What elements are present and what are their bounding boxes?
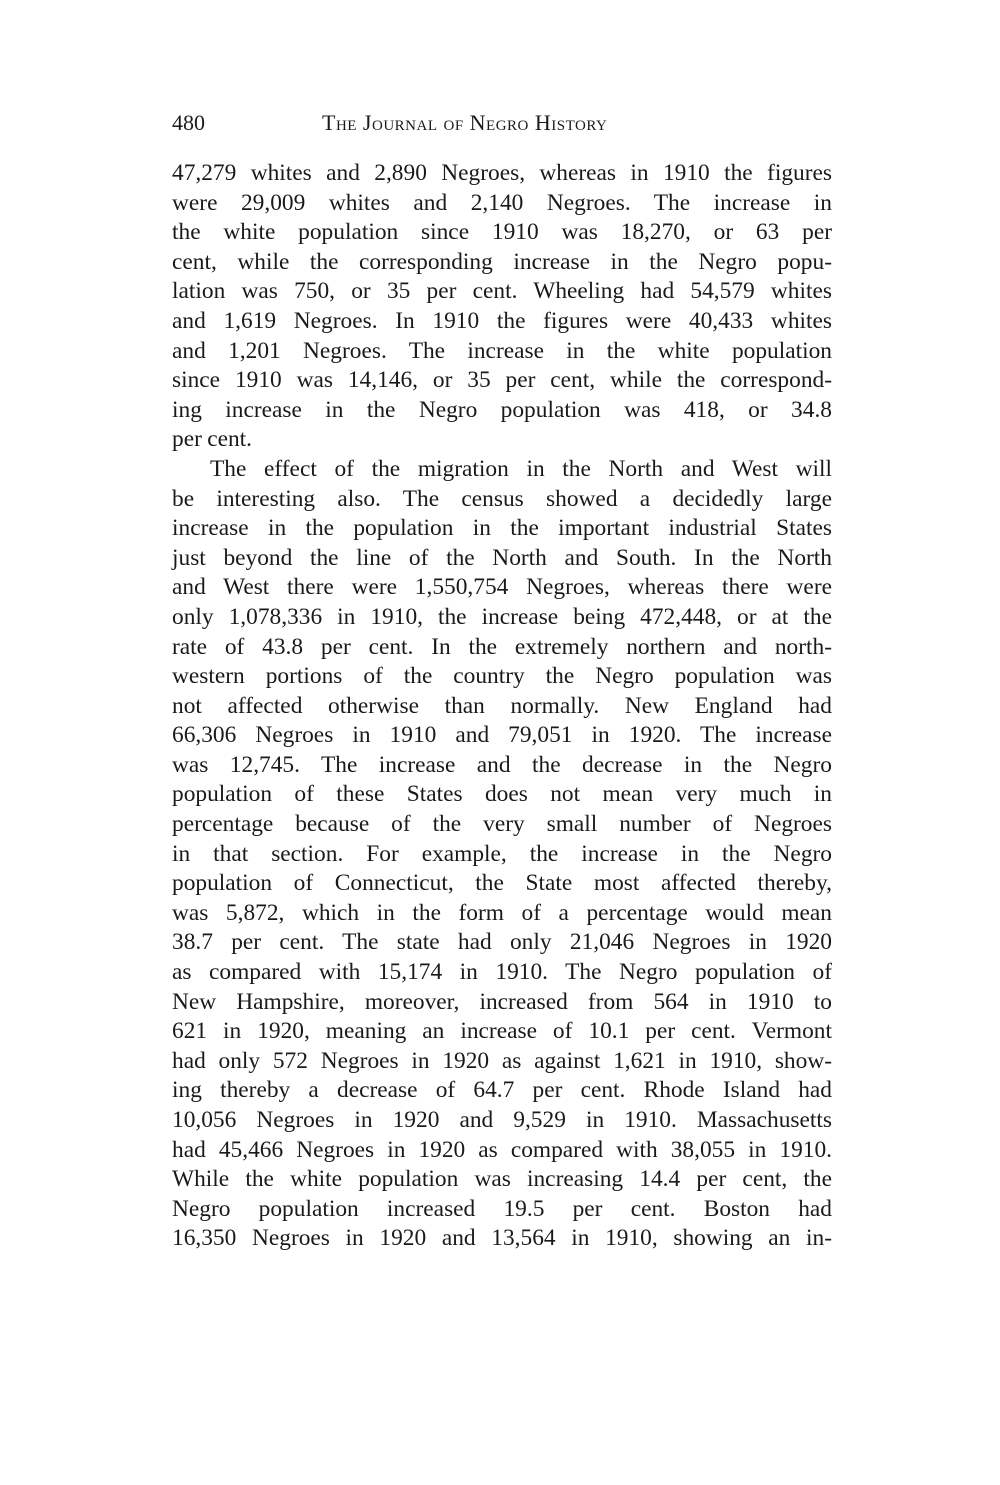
- text-line: increase in the population in the important industrial States: [172, 515, 832, 542]
- text-line: population of Connecticut, the State most affected thereby,: [172, 870, 832, 897]
- text-line: and 1,201 Negroes. The increase in the white population: [172, 337, 832, 364]
- text-line: While the white population was increasing 14.4 per cent, the: [172, 1166, 832, 1193]
- text-line: percentage because of the very small number of Negroes: [172, 811, 832, 838]
- text-line: in that section. For example, the increase in the Negro: [172, 840, 832, 867]
- text-line: 621 in 1920, meaning an increase of 10.1 per cent. Vermont: [172, 1018, 832, 1045]
- text-line: New Hampshire, moreover, increased from 564 in 1910 to: [172, 988, 832, 1015]
- text-line: per cent.: [172, 426, 253, 453]
- text-line: 38.7 per cent. The state had only 21,046 Negroes in 1920: [172, 929, 832, 956]
- page-number: 480: [172, 110, 205, 135]
- text-line: just beyond the line of the North and South. In the North: [172, 544, 832, 571]
- text-line: was 12,745. The increase and the decrease in the Negro: [172, 751, 832, 778]
- text-line: lation was 750, or 35 per cent. Wheeling had 54,579 whites: [172, 278, 832, 305]
- text-line: and 1,619 Negroes. In 1910 the figures were 40,433 whites: [172, 307, 832, 334]
- text-line: Negro population increased 19.5 per cent. Boston had: [172, 1195, 832, 1222]
- journal-title: The Journal of Negro History: [322, 110, 608, 135]
- text-line: 10,056 Negroes in 1920 and 9,529 in 1910. Massachusetts: [172, 1107, 832, 1133]
- text-line: cent, while the corresponding increase in the Negro popu-: [172, 248, 832, 275]
- text-line: not affected otherwise than normally. New England had: [172, 692, 832, 719]
- text-line: rate of 43.8 per cent. In the extremely northern and north-: [172, 633, 832, 660]
- text-line: 47,279 whites and 2,890 Negroes, whereas in 1910 the figures: [172, 160, 832, 186]
- text-line: be interesting also. The census showed a decidedly large: [172, 485, 832, 512]
- text-line: 16,350 Negroes in 1920 and 13,564 in 1910, showing an in-: [172, 1225, 832, 1252]
- text-line: ing thereby a decrease of 64.7 per cent. Rhode Island had: [172, 1077, 832, 1104]
- text-line: was 5,872, which in the form of a percentage would mean: [172, 899, 832, 926]
- text-line: as compared with 15,174 in 1910. The Negro population of: [172, 959, 832, 986]
- text-line: population of these States does not mean very much in: [172, 781, 832, 808]
- text-line: western portions of the country the Negro population was: [172, 663, 832, 690]
- text-line: had 45,466 Negroes in 1920 as compared with 38,055 in 1910.: [172, 1136, 832, 1163]
- paragraph-2: [172, 455, 832, 1254]
- text-line: and West there were 1,550,754 Negroes, whereas there were: [172, 574, 832, 601]
- text-line: ing increase in the Negro population was 418, or 34.8: [172, 396, 832, 423]
- text-line: the white population since 1910 was 18,270, or 63 per: [172, 219, 832, 246]
- text-line: The effect of the migration in the North and West will: [210, 455, 832, 482]
- text-line: had only 572 Negroes in 1920 as against 1,621 in 1910, show-: [172, 1047, 832, 1074]
- paragraph-1: [172, 159, 832, 455]
- running-head: [172, 106, 832, 140]
- text-line: were 29,009 whites and 2,140 Negroes. The increase in: [172, 189, 832, 216]
- text-line: only 1,078,336 in 1910, the increase being 472,448, or at the: [172, 603, 832, 630]
- text-line: 66,306 Negroes in 1910 and 79,051 in 1920. The increase: [172, 722, 832, 749]
- body-text: [172, 159, 832, 1254]
- text-line: since 1910 was 14,146, or 35 per cent, while the correspond-: [172, 367, 832, 394]
